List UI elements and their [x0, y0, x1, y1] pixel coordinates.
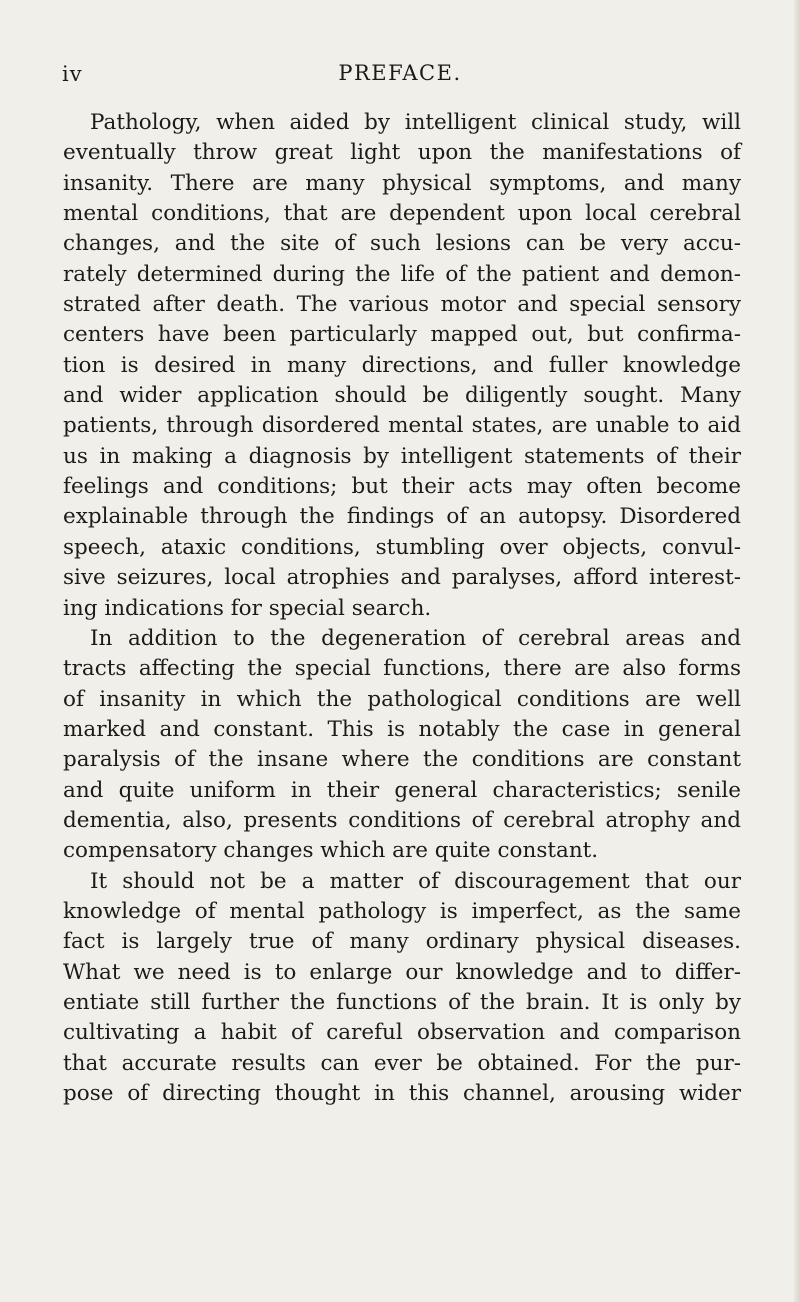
- text-line: sive seizures, local atrophies and paralyses, afford interest-: [63, 565, 741, 591]
- text-line: In addition to the degeneration of cerebral areas and: [90, 625, 741, 651]
- text-line: centers have been particularly mapped out, but confirma-: [63, 322, 741, 348]
- text-line: changes, and the site of such lesions can be very accu-: [63, 231, 741, 257]
- text-line: patients, through disordered mental states, are unable to aid: [63, 413, 741, 439]
- text-line: marked and constant. This is notably the case in general: [63, 716, 741, 742]
- text-line: ing indications for special search.: [63, 595, 432, 621]
- text-line: tracts affecting the special functions, there are also forms: [63, 656, 741, 682]
- text-line: that accurate results can ever be obtained. For the pur-: [63, 1050, 741, 1076]
- text-line: cultivating a habit of careful observation and comparison: [63, 1020, 741, 1046]
- running-head: PREFACE.: [338, 61, 462, 85]
- text-line: feelings and conditions; but their acts may often become: [63, 474, 741, 500]
- text-line: rately determined during the life of the patient and demon-: [63, 261, 741, 287]
- page-number: iv: [62, 62, 83, 86]
- text-line: dementia, also, presents conditions of cerebral atrophy and: [63, 807, 741, 833]
- text-line: speech, ataxic conditions, stumbling over objects, convul-: [63, 534, 741, 560]
- text-line: mental conditions, that are dependent upon local cerebral: [63, 201, 741, 227]
- text-line: strated after death. The various motor and special sensory: [63, 292, 741, 318]
- text-line: It should not be a matter of discouragement that our: [90, 868, 741, 894]
- text-line: us in making a diagnosis by intelligent statements of their: [63, 443, 741, 469]
- body-text: [63, 108, 741, 1109]
- text-line: compensatory changes which are quite constant.: [63, 838, 599, 864]
- text-line: of insanity in which the pathological conditions are well: [63, 686, 741, 712]
- page-edge-shadow: [794, 0, 800, 1302]
- text-line: and quite uniform in their general characteristics; senile: [63, 777, 741, 803]
- text-line: fact is largely true of many ordinary physical diseases.: [63, 929, 741, 955]
- text-line: insanity. There are many physical symptoms, and many: [63, 170, 741, 196]
- text-line: entiate still further the functions of the brain. It is only by: [63, 989, 741, 1015]
- text-line: What we need is to enlarge our knowledge and to differ-: [63, 959, 741, 985]
- text-line: paralysis of the insane where the conditions are constant: [63, 747, 741, 773]
- text-line: eventually throw great light upon the manifestations of: [63, 140, 741, 166]
- text-line: Pathology, when aided by intelligent clinical study, will: [90, 110, 741, 135]
- text-line: knowledge of mental pathology is imperfect, as the same: [63, 898, 741, 924]
- text-line: tion is desired in many directions, and fuller knowledge: [63, 352, 741, 378]
- text-line: and wider application should be diligently sought. Many: [63, 383, 741, 409]
- text-line: pose of directing thought in this channel, arousing wider: [63, 1081, 741, 1106]
- text-line: explainable through the findings of an autopsy. Disordered: [63, 504, 741, 530]
